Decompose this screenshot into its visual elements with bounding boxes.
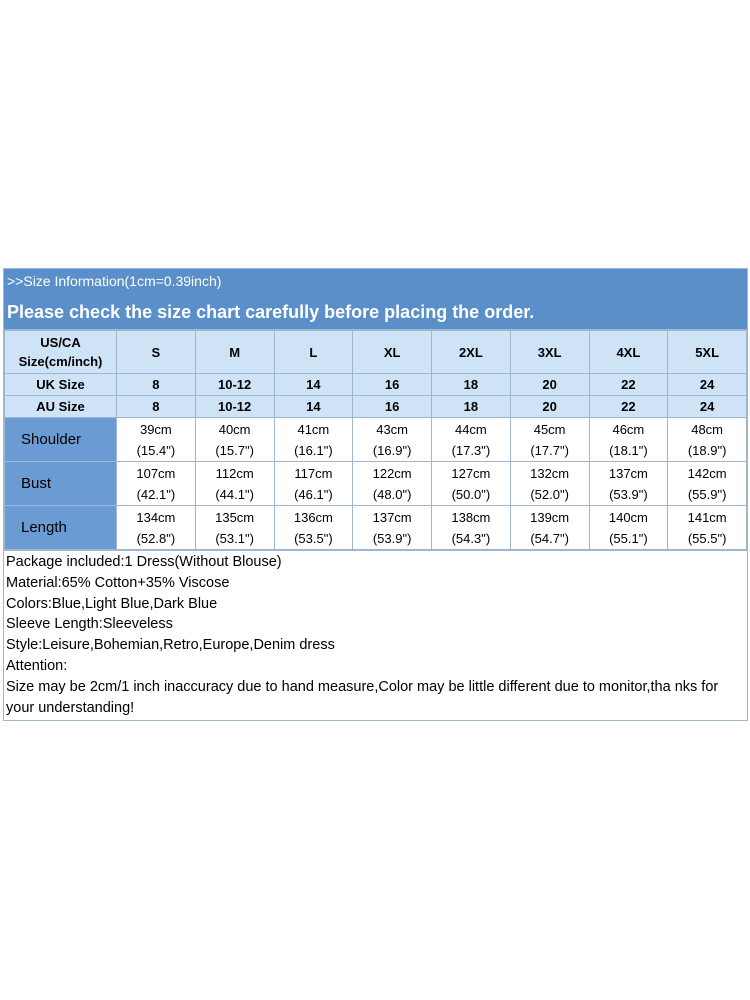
corner-header-line1: US/CA — [40, 335, 81, 350]
size-conversion-row — [5, 374, 747, 396]
size-value-cell: 18 — [432, 374, 511, 396]
measurement-cell — [589, 506, 668, 550]
size-header-cell: S — [117, 331, 196, 374]
measurement-inch: (55.9") — [687, 486, 727, 502]
measurement-inch: (54.3") — [451, 530, 491, 546]
size-info-banner — [4, 269, 747, 330]
measurement-inch: (15.7") — [215, 442, 254, 458]
measurement-inch: (44.1") — [215, 486, 254, 502]
measurement-cm: 45cm — [533, 421, 566, 437]
measurement-cell — [274, 462, 353, 506]
size-value-cell: 14 — [274, 374, 353, 396]
measurement-inch: (54.7") — [530, 530, 569, 546]
measurement-cm: 46cm — [612, 421, 645, 437]
size-info-subtitle: >>Size Information(1cm=0.39inch) — [7, 273, 222, 289]
measurement-inch: (17.3") — [451, 442, 491, 458]
note-attention: Attention: — [6, 657, 68, 674]
size-value-cell: 8 — [117, 374, 196, 396]
measurement-inch: (42.1") — [136, 486, 176, 502]
measurement-cell — [510, 462, 589, 506]
size-value-cell: 8 — [117, 396, 196, 418]
size-info-title: Please check the size chart carefully before placing the order. — [7, 302, 535, 322]
measurement-cm: 141cm — [687, 509, 727, 525]
measurement-inch: (16.9") — [372, 442, 412, 458]
corner-header-cell — [5, 331, 117, 374]
size-conversion-row — [5, 396, 747, 418]
measurement-inch: (48.0") — [372, 486, 412, 502]
measurement-cm: 139cm — [530, 509, 570, 525]
measurement-cm: 107cm — [136, 465, 176, 481]
measurement-cm: 134cm — [136, 509, 176, 525]
size-header-cell: L — [274, 331, 353, 374]
size-chart — [3, 268, 748, 721]
product-notes — [4, 550, 747, 720]
measurement-cm: 112cm — [215, 465, 254, 481]
measurement-cm: 137cm — [372, 509, 412, 525]
measurement-inch: (15.4") — [136, 442, 176, 458]
measurement-label: Length — [5, 506, 117, 550]
measurement-cm: 132cm — [530, 465, 570, 481]
measurement-cell — [195, 506, 274, 550]
measurement-inch: (53.1") — [215, 530, 254, 546]
measurement-cell — [432, 506, 511, 550]
measurement-cm: 43cm — [376, 421, 409, 437]
measurement-cm: 44cm — [454, 421, 487, 437]
measurement-cell — [353, 506, 432, 550]
note-colors: Colors:Blue,Light Blue,Dark Blue — [6, 595, 218, 612]
measurement-label: Shoulder — [5, 418, 117, 462]
size-header-cell: 3XL — [510, 331, 589, 374]
measurement-cell — [274, 418, 353, 462]
size-header-cell: 4XL — [589, 331, 668, 374]
measurement-cell — [274, 506, 353, 550]
size-value-cell: 10-12 — [195, 374, 274, 396]
measurement-cell — [432, 462, 511, 506]
size-value-cell: 14 — [274, 396, 353, 418]
measurement-cm: 41cm — [297, 421, 330, 437]
size-table-body — [5, 331, 747, 550]
measurement-cell — [668, 418, 747, 462]
measurement-cm: 48cm — [691, 421, 724, 437]
measurement-cm: 117cm — [294, 465, 333, 481]
size-header-cell: 2XL — [432, 331, 511, 374]
measurement-label: Bust — [5, 462, 117, 506]
size-value-cell: 16 — [353, 396, 432, 418]
measurement-inch: (50.0") — [451, 486, 491, 502]
size-value-cell: 22 — [589, 374, 668, 396]
measurement-inch: (17.7") — [530, 442, 569, 458]
size-header-cell: M — [195, 331, 274, 374]
size-header-cell: XL — [353, 331, 432, 374]
measurement-inch: (53.9") — [372, 530, 412, 546]
measurement-inch: (52.8") — [136, 530, 176, 546]
measurement-cell — [195, 462, 274, 506]
measurement-cell — [668, 506, 747, 550]
size-value-cell: 24 — [668, 396, 747, 418]
measurement-cell — [195, 418, 274, 462]
measurement-cm: 137cm — [608, 465, 648, 481]
size-value-cell: 18 — [432, 396, 511, 418]
corner-header-line2: Size(cm/inch) — [18, 354, 103, 369]
size-row-label: UK Size — [5, 374, 117, 396]
measurement-inch: (53.5") — [294, 530, 333, 546]
measurement-cm: 39cm — [139, 421, 172, 437]
size-value-cell: 22 — [589, 396, 668, 418]
note-package: Package included:1 Dress(Without Blouse) — [6, 554, 282, 570]
note-accuracy: Size may be 2cm/1 inch inaccuracy due to hand measure,Color may be little different due to monitor,tha nks for your understanding! — [6, 678, 719, 716]
measurement-cell — [117, 506, 196, 550]
measurement-inch: (55.1") — [609, 530, 648, 546]
measurement-inch: (18.1") — [609, 442, 648, 458]
measurement-cell — [589, 418, 668, 462]
measurement-cell — [510, 506, 589, 550]
size-value-cell: 16 — [353, 374, 432, 396]
size-value-cell: 24 — [668, 374, 747, 396]
size-value-cell: 10-12 — [195, 396, 274, 418]
measurement-cell — [432, 418, 511, 462]
size-table — [4, 330, 747, 550]
measurement-cell — [353, 462, 432, 506]
measurement-inch: (16.1") — [294, 442, 333, 458]
measurement-cell — [117, 462, 196, 506]
size-row-label: AU Size — [5, 396, 117, 418]
note-material: Material:65% Cotton+35% Viscose — [6, 574, 230, 591]
size-value-cell: 20 — [510, 374, 589, 396]
measurement-inch: (18.9") — [687, 442, 727, 458]
measurement-cell — [510, 418, 589, 462]
measurement-row — [5, 506, 747, 550]
measurement-cm: 136cm — [293, 509, 333, 525]
measurement-cell — [117, 418, 196, 462]
size-header-cell: 5XL — [668, 331, 747, 374]
measurement-cm: 140cm — [608, 509, 648, 525]
size-value-cell: 20 — [510, 396, 589, 418]
measurement-cm: 122cm — [372, 465, 412, 481]
measurement-cell — [353, 418, 432, 462]
measurement-cm: 138cm — [451, 509, 491, 525]
table-header-row — [5, 331, 747, 374]
measurement-inch: (55.5") — [687, 530, 727, 546]
note-sleeve: Sleeve Length:Sleeveless — [6, 616, 173, 633]
measurement-cell — [668, 462, 747, 506]
measurement-cm: 135cm — [215, 509, 255, 525]
note-style: Style:Leisure,Bohemian,Retro,Europe,Denim dress — [6, 637, 335, 654]
measurement-row — [5, 462, 747, 506]
measurement-cm: 127cm — [451, 465, 491, 481]
measurement-cm: 40cm — [218, 421, 251, 437]
measurement-inch: (53.9") — [609, 486, 648, 502]
measurement-cell — [589, 462, 668, 506]
measurement-row — [5, 418, 747, 462]
measurement-inch: (52.0") — [530, 486, 569, 502]
measurement-cm: 142cm — [687, 465, 727, 481]
measurement-inch: (46.1") — [294, 486, 333, 502]
